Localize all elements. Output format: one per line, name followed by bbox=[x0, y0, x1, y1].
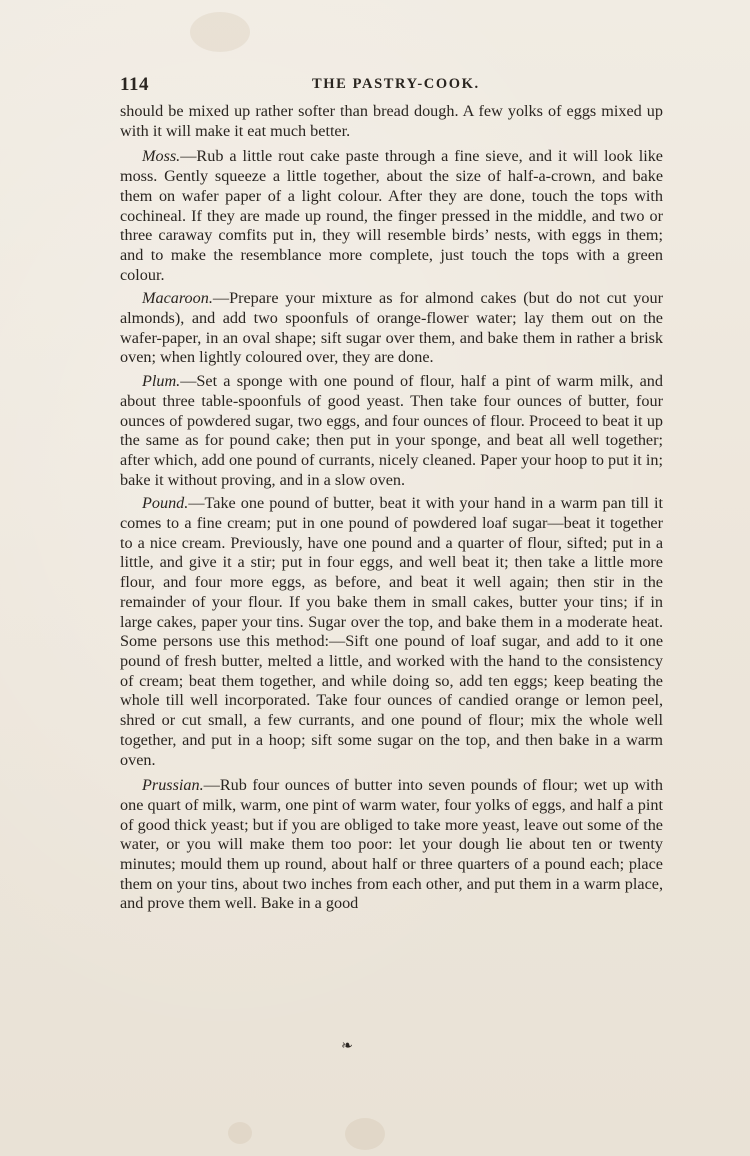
paper-stain bbox=[345, 1118, 385, 1150]
recipe-paragraph-plum bbox=[120, 372, 663, 490]
fleuron-ornament-icon: ❧ bbox=[341, 1039, 353, 1054]
recipe-name: Prussian. bbox=[142, 776, 204, 795]
paper-stain bbox=[190, 12, 250, 52]
running-head bbox=[120, 74, 664, 96]
paragraph-text: should be mixed up rather softer than bread dough. A few yolks of eggs mixed up with it will make it eat much better. bbox=[120, 102, 663, 140]
recipe-text: —Set a sponge with one pound of flour, half a pint of warm milk, and about three table-spoonfuls of good yeast. Then take four ounces of butter, four ounces of powdered sugar, two eggs, and four ounces of flour. Proceed to beat it up the same as for pound cake; then put in your sponge, and beat all well together; after which, add one pound of currants, nicely cleaned. Paper your hoop to put it in; bake it without proving, and in a slow oven. bbox=[120, 372, 663, 489]
recipe-paragraph-moss bbox=[120, 147, 663, 285]
recipe-name: Macaroon. bbox=[142, 289, 213, 308]
recipe-name: Plum. bbox=[142, 372, 181, 391]
recipe-text: —Take one pound of butter, beat it with your hand in a warm pan till it comes to a fine cream; put in one pound of powdered loaf sugar—beat it together to a nice cream. Previously, have one pound and a quarter of flour, sifted; put in a little, and give it a stir; put in four eggs, and well beat it; then take a little more flour, and four more eggs, as before, and beat it well again; then stir in the remainder of your flour. If you bake them in small cakes, butter your tins; if in large cakes, paper your tins. Sugar over the top, and bake them in a moderate heat. Some persons use this method:—Sift one pound of loaf sugar, and add to it one pound of fresh butter, melted a little, and worked with the hand to the consistency of cream; beat them together, and while doing so, add ten eggs; keep beating the whole till well incorporated. Take four ounces of candied orange or lemon peel, shred or cut small, a few currants, and one pound of flour; mix the whole well together, and put in a hoop; sift some sugar on the top, and then bake in a warm oven. bbox=[120, 494, 663, 769]
paragraph-continuation bbox=[120, 102, 663, 141]
paper-stain bbox=[228, 1122, 252, 1144]
recipe-paragraph-pound bbox=[120, 494, 663, 770]
recipe-paragraph-macaroon bbox=[120, 289, 663, 368]
recipe-text: —Prepare your mixture as for almond cakes (but do not cut your almonds), and add two spoonfuls of orange-flower water; lay them out on the wafer-paper, in an oval shape; sift sugar over them, and bake them in rather a brisk oven; when lightly coloured over, they are done. bbox=[120, 289, 663, 367]
running-title: THE PASTRY-COOK. bbox=[312, 76, 480, 92]
recipe-paragraph-prussian bbox=[120, 776, 663, 914]
recipe-text: —Rub a little rout cake paste through a fine sieve, and it will look like moss. Gently squeeze a little together, about the size of half-a-crown, and bake them on wafer paper of a light colour. After they are done, touch the tops with cochineal. If they are made up round, the finger pressed in the middle, and two or three caraway comfits put in, they will resemble birds’ nests, with eggs in them; and to make the resemblance more complete, just touch the tops with a green colour. bbox=[120, 147, 663, 284]
recipe-name: Pound. bbox=[142, 494, 189, 513]
body-text bbox=[120, 102, 663, 918]
page-number: 114 bbox=[120, 74, 149, 95]
recipe-text: —Rub four ounces of butter into seven pounds of flour; wet up with one quart of milk, warm, one pint of warm water, four yolks of eggs, and half a pint of good thick yeast; but if you are obliged to take more yeast, leave out some of the water, or you will make them too poor: let your dough lie about ten or twenty minutes; mould them up round, about half or three quarters of a pound each; place them on your tins, about two inches from each other, and put them in a warm place, and prove them well. Bake in a good bbox=[120, 776, 663, 913]
recipe-name: Moss. bbox=[142, 147, 181, 166]
